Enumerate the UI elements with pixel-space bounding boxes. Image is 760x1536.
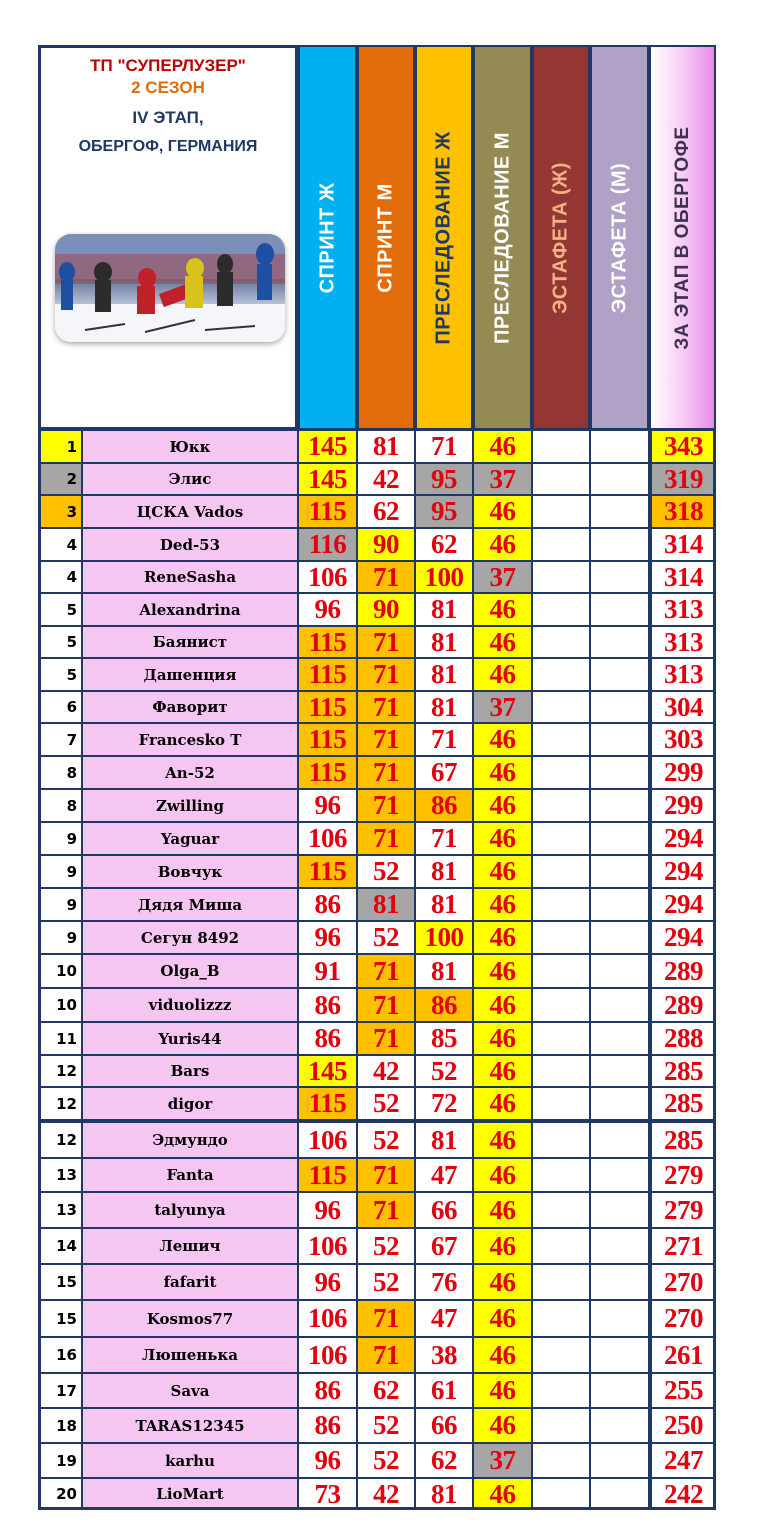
biathlon-photo	[55, 234, 285, 342]
participant-name: Баянист	[82, 626, 298, 658]
score-cell: 46	[473, 756, 532, 789]
column-header-label: ПРЕСЛЕДОВАНИЕ М	[491, 131, 513, 344]
score-cell: 294	[649, 855, 716, 888]
column-header-label: ЗА ЭТАП В ОБЕРГОФЕ	[671, 125, 693, 350]
place-cell: 2	[38, 463, 82, 495]
score-cell: 285	[649, 1087, 716, 1120]
score-cell: 90	[357, 528, 415, 561]
score-cell: 71	[357, 1158, 415, 1192]
place-cell: 12	[38, 1087, 82, 1120]
score-cell: 313	[649, 658, 716, 691]
score-cell: 96	[298, 1192, 357, 1228]
score-cell: 145	[298, 430, 357, 463]
place-cell: 9	[38, 855, 82, 888]
score-cell: 96	[298, 1443, 357, 1478]
score-cell: 106	[298, 1122, 357, 1158]
score-cell: 242	[649, 1478, 716, 1510]
participant-name: Сегун 8492	[82, 921, 298, 954]
stage-label: IV ЭТАП,	[132, 108, 204, 127]
score-cell: 85	[415, 1022, 473, 1055]
score-cell: 96	[298, 789, 357, 822]
score-cell: 46	[473, 1478, 532, 1510]
score-cell: 96	[298, 593, 357, 626]
place-cell: 19	[38, 1443, 82, 1478]
score-cell: 145	[298, 1055, 357, 1087]
place-cell: 15	[38, 1300, 82, 1337]
place-cell: 14	[38, 1228, 82, 1264]
score-cell: 106	[298, 822, 357, 855]
score-cell: 81	[415, 593, 473, 626]
score-cell: 115	[298, 658, 357, 691]
score-cell: 46	[473, 1300, 532, 1337]
score-cell: 279	[649, 1158, 716, 1192]
score-cell: 46	[473, 1022, 532, 1055]
score-cell: 270	[649, 1264, 716, 1300]
score-cell: 47	[415, 1158, 473, 1192]
score-cell: 115	[298, 626, 357, 658]
participant-name: Вовчук	[82, 855, 298, 888]
participant-name: Люшенька	[82, 1337, 298, 1373]
column-header-7	[649, 45, 716, 430]
participant-name: karhu	[82, 1443, 298, 1478]
place-cell: 11	[38, 1022, 82, 1055]
participant-name: Alexandrina	[82, 593, 298, 626]
participant-name: talyunya	[82, 1192, 298, 1228]
score-cell: 62	[357, 1373, 415, 1408]
score-cell: 115	[298, 756, 357, 789]
column-header-label: СПРИНТ Ж	[316, 182, 338, 293]
score-cell: 95	[415, 495, 473, 528]
participant-name: Bars	[82, 1055, 298, 1087]
score-cell: 115	[298, 855, 357, 888]
participant-name: Элис	[82, 463, 298, 495]
score-cell: 115	[298, 691, 357, 723]
score-cell: 81	[357, 430, 415, 463]
score-cell: 91	[298, 954, 357, 988]
score-cell: 95	[415, 463, 473, 495]
score-cell: 46	[473, 822, 532, 855]
score-cell: 52	[357, 1264, 415, 1300]
score-cell: 86	[298, 1408, 357, 1443]
score-cell: 86	[298, 988, 357, 1022]
column-header-2	[357, 45, 415, 430]
score-cell: 250	[649, 1408, 716, 1443]
score-cell: 100	[415, 561, 473, 593]
contest-title: ТП "СУПЕРЛУЗЕР"	[90, 56, 246, 75]
place-cell: 5	[38, 593, 82, 626]
score-cell: 42	[357, 463, 415, 495]
score-cell: 46	[473, 1158, 532, 1192]
score-cell: 115	[298, 723, 357, 756]
score-cell: 46	[473, 1408, 532, 1443]
score-cell: 106	[298, 1300, 357, 1337]
score-cell: 285	[649, 1122, 716, 1158]
score-cell: 52	[415, 1055, 473, 1087]
place-cell: 12	[38, 1122, 82, 1158]
score-cell: 294	[649, 888, 716, 921]
score-cell: 67	[415, 1228, 473, 1264]
score-cell: 42	[357, 1478, 415, 1510]
score-cell: 71	[357, 1300, 415, 1337]
score-cell: 37	[473, 1443, 532, 1478]
score-cell: 71	[357, 1192, 415, 1228]
score-cell: 46	[473, 430, 532, 463]
score-cell: 71	[357, 789, 415, 822]
participant-name: Дядя Миша	[82, 888, 298, 921]
score-cell: 81	[415, 691, 473, 723]
score-cell: 71	[357, 822, 415, 855]
score-cell: 46	[473, 593, 532, 626]
score-cell: 318	[649, 495, 716, 528]
score-cell: 71	[415, 723, 473, 756]
score-cell: 319	[649, 463, 716, 495]
place-cell: 1	[38, 430, 82, 463]
participant-name: Юкк	[82, 430, 298, 463]
score-cell: 299	[649, 789, 716, 822]
participant-name: Kosmos77	[82, 1300, 298, 1337]
participant-name: TARAS12345	[82, 1408, 298, 1443]
score-cell: 270	[649, 1300, 716, 1337]
score-cell: 62	[357, 495, 415, 528]
score-cell: 46	[473, 921, 532, 954]
participant-name: Yuris44	[82, 1022, 298, 1055]
column-header-label: ПРЕСЛЕДОВАНИЕ Ж	[432, 130, 455, 345]
score-cell: 71	[357, 756, 415, 789]
participant-name: Дашенция	[82, 658, 298, 691]
participant-name: An-52	[82, 756, 298, 789]
score-cell: 86	[415, 988, 473, 1022]
score-cell: 81	[415, 1122, 473, 1158]
participant-name: Olga_B	[82, 954, 298, 988]
score-cell: 46	[473, 1122, 532, 1158]
score-cell: 71	[357, 954, 415, 988]
score-cell: 86	[415, 789, 473, 822]
place-cell: 18	[38, 1408, 82, 1443]
score-cell: 46	[473, 1373, 532, 1408]
score-cell: 46	[473, 789, 532, 822]
place-cell: 17	[38, 1373, 82, 1408]
score-cell: 71	[357, 691, 415, 723]
column-header-label: СПРИНТ М	[374, 182, 397, 293]
score-cell: 71	[357, 988, 415, 1022]
participant-name: Yaguar	[82, 822, 298, 855]
score-cell: 76	[415, 1264, 473, 1300]
score-cell: 46	[473, 1087, 532, 1120]
score-cell: 313	[649, 626, 716, 658]
place-cell: 16	[38, 1337, 82, 1373]
participant-name: ReneSasha	[82, 561, 298, 593]
score-cell: 115	[298, 1158, 357, 1192]
place-cell: 5	[38, 626, 82, 658]
participant-name: Zwilling	[82, 789, 298, 822]
score-cell: 294	[649, 822, 716, 855]
participant-name: LioMart	[82, 1478, 298, 1510]
participant-name: Лешич	[82, 1228, 298, 1264]
place-cell: 7	[38, 723, 82, 756]
score-cell: 71	[357, 658, 415, 691]
score-cell: 106	[298, 1228, 357, 1264]
score-cell: 294	[649, 921, 716, 954]
score-cell: 145	[298, 463, 357, 495]
place-cell: 13	[38, 1158, 82, 1192]
score-cell: 81	[415, 626, 473, 658]
participant-name: Francesko T	[82, 723, 298, 756]
score-cell: 106	[298, 561, 357, 593]
score-cell: 46	[473, 1337, 532, 1373]
participant-name: ЦСКА Vados	[82, 495, 298, 528]
score-cell: 115	[298, 495, 357, 528]
score-cell: 289	[649, 988, 716, 1022]
score-cell: 71	[357, 1337, 415, 1373]
place-cell: 6	[38, 691, 82, 723]
score-cell: 299	[649, 756, 716, 789]
score-cell: 73	[298, 1478, 357, 1510]
column-header-3	[415, 45, 473, 430]
score-cell: 72	[415, 1087, 473, 1120]
score-cell: 46	[473, 988, 532, 1022]
score-cell: 81	[415, 855, 473, 888]
place-cell: 8	[38, 789, 82, 822]
score-cell: 303	[649, 723, 716, 756]
score-cell: 46	[473, 855, 532, 888]
score-cell: 37	[473, 561, 532, 593]
participant-name: Ded-53	[82, 528, 298, 561]
participant-name: Fanta	[82, 1158, 298, 1192]
table-body-frame	[38, 428, 716, 1510]
standings-table	[38, 45, 716, 1510]
score-cell: 271	[649, 1228, 716, 1264]
place-cell: 12	[38, 1055, 82, 1087]
score-cell: 52	[357, 855, 415, 888]
score-cell: 261	[649, 1337, 716, 1373]
score-cell: 61	[415, 1373, 473, 1408]
column-header-1	[298, 45, 357, 430]
score-cell: 52	[357, 1122, 415, 1158]
score-cell: 66	[415, 1408, 473, 1443]
place-cell: 20	[38, 1478, 82, 1510]
score-cell: 62	[415, 528, 473, 561]
place-cell: 10	[38, 988, 82, 1022]
participant-name: Эдмундо	[82, 1122, 298, 1158]
participant-name: Sava	[82, 1373, 298, 1408]
score-cell: 67	[415, 756, 473, 789]
score-cell: 288	[649, 1022, 716, 1055]
column-header-label: ЭСТАФЕТА (Ж)	[549, 161, 572, 314]
place-cell: 4	[38, 561, 82, 593]
score-cell: 42	[357, 1055, 415, 1087]
column-header-label: ЭСТАФЕТА (М)	[608, 162, 630, 313]
score-cell: 71	[415, 822, 473, 855]
score-cell: 106	[298, 1337, 357, 1373]
score-cell: 46	[473, 888, 532, 921]
score-cell: 115	[298, 1087, 357, 1120]
score-cell: 46	[473, 626, 532, 658]
place-cell: 9	[38, 921, 82, 954]
score-cell: 38	[415, 1337, 473, 1373]
score-cell: 285	[649, 1055, 716, 1087]
score-cell: 71	[357, 723, 415, 756]
score-cell: 52	[357, 1228, 415, 1264]
place-cell: 10	[38, 954, 82, 988]
score-cell: 100	[415, 921, 473, 954]
score-cell: 71	[415, 430, 473, 463]
score-cell: 37	[473, 463, 532, 495]
score-cell: 314	[649, 561, 716, 593]
score-cell: 96	[298, 1264, 357, 1300]
score-cell: 46	[473, 495, 532, 528]
score-cell: 96	[298, 921, 357, 954]
participant-name: fafarit	[82, 1264, 298, 1300]
score-cell: 71	[357, 561, 415, 593]
place-cell: 9	[38, 822, 82, 855]
column-header-4	[473, 45, 532, 430]
biathletes-image	[55, 234, 285, 342]
place-cell: 9	[38, 888, 82, 921]
score-cell: 46	[473, 1228, 532, 1264]
score-cell: 46	[473, 528, 532, 561]
score-cell: 90	[357, 593, 415, 626]
score-cell: 81	[415, 888, 473, 921]
score-cell: 86	[298, 1022, 357, 1055]
score-cell: 289	[649, 954, 716, 988]
score-cell: 52	[357, 1408, 415, 1443]
score-cell: 255	[649, 1373, 716, 1408]
score-cell: 116	[298, 528, 357, 561]
place-cell: 15	[38, 1264, 82, 1300]
place-cell: 13	[38, 1192, 82, 1228]
score-cell: 314	[649, 528, 716, 561]
column-header-6	[590, 45, 649, 430]
score-cell: 81	[415, 1478, 473, 1510]
score-cell: 247	[649, 1443, 716, 1478]
participant-name: viduolizzz	[82, 988, 298, 1022]
score-cell: 81	[357, 888, 415, 921]
score-cell: 52	[357, 1443, 415, 1478]
score-cell: 46	[473, 1055, 532, 1087]
score-cell: 343	[649, 430, 716, 463]
score-cell: 46	[473, 1192, 532, 1228]
place-cell: 3	[38, 495, 82, 528]
score-cell: 52	[357, 1087, 415, 1120]
score-cell: 279	[649, 1192, 716, 1228]
score-cell: 46	[473, 1264, 532, 1300]
score-cell: 71	[357, 626, 415, 658]
score-cell: 66	[415, 1192, 473, 1228]
score-cell: 304	[649, 691, 716, 723]
score-cell: 86	[298, 1373, 357, 1408]
score-cell: 37	[473, 691, 532, 723]
place-cell: 4	[38, 528, 82, 561]
place-cell: 8	[38, 756, 82, 789]
season-label: 2 СЕЗОН	[131, 78, 205, 97]
score-cell: 81	[415, 954, 473, 988]
participant-name: Фаворит	[82, 691, 298, 723]
score-cell: 71	[357, 1022, 415, 1055]
score-cell: 46	[473, 954, 532, 988]
title-block	[38, 45, 298, 430]
score-cell: 81	[415, 658, 473, 691]
score-cell: 313	[649, 593, 716, 626]
column-header-5	[532, 45, 590, 430]
score-cell: 52	[357, 921, 415, 954]
place-cell: 5	[38, 658, 82, 691]
score-cell: 62	[415, 1443, 473, 1478]
venue-label: ОБЕРГОФ, ГЕРМАНИЯ	[78, 138, 258, 155]
score-cell: 47	[415, 1300, 473, 1337]
score-cell: 86	[298, 888, 357, 921]
participant-name: digor	[82, 1087, 298, 1120]
score-cell: 46	[473, 658, 532, 691]
score-cell: 46	[473, 723, 532, 756]
